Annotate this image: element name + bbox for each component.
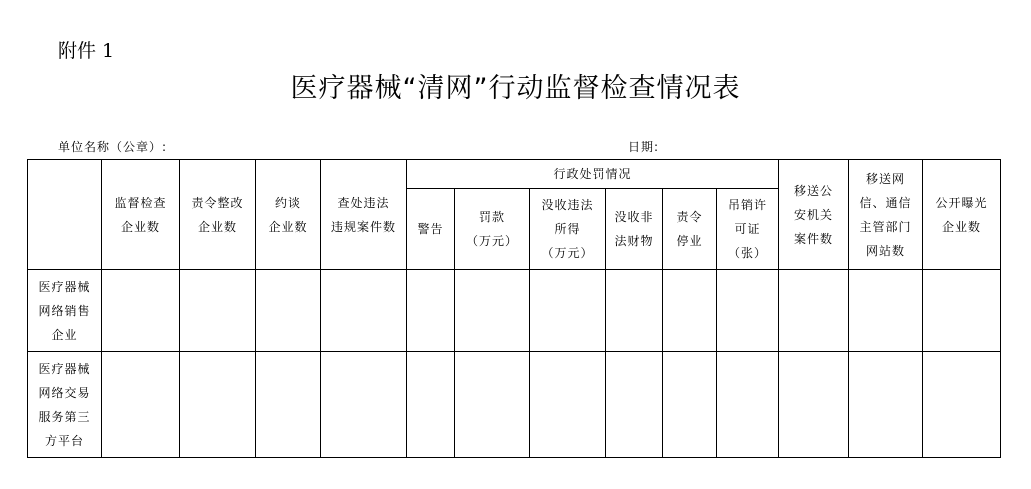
header-telecom: 移送网 信、通信 主管部门 网站数 — [849, 160, 923, 270]
corner-cell — [28, 160, 102, 270]
table-row — [28, 270, 1001, 352]
header-interview: 约谈 企业数 — [256, 160, 321, 270]
table-cell — [923, 270, 1001, 352]
table-cell — [180, 270, 256, 352]
table-cell — [717, 270, 779, 352]
table-cell — [321, 352, 407, 458]
subheader-suspend: 责令 停业 — [663, 189, 717, 270]
table-cell — [606, 270, 663, 352]
table-cell — [407, 270, 455, 352]
header-exposure: 公开曝光 企业数 — [923, 160, 1001, 270]
table-cell — [849, 270, 923, 352]
subheader-revoke: 吊销许 可证 （张） — [717, 189, 779, 270]
subheader-warning: 警告 — [407, 189, 455, 270]
table-cell — [717, 352, 779, 458]
table-cell — [663, 352, 717, 458]
row-label: 医疗器械 网络交易 服务第三 方平台 — [28, 352, 102, 458]
table-cell — [102, 352, 180, 458]
table-cell — [455, 270, 530, 352]
header-rectify: 责令整改 企业数 — [180, 160, 256, 270]
table-cell — [180, 352, 256, 458]
table-cell — [779, 270, 849, 352]
table-cell — [923, 352, 1001, 458]
row-label: 医疗器械 网络销售 企业 — [28, 270, 102, 352]
header-supervision: 监督检查 企业数 — [102, 160, 180, 270]
table-cell — [407, 352, 455, 458]
table-cell — [455, 352, 530, 458]
table-cell — [102, 270, 180, 352]
table-cell — [779, 352, 849, 458]
table-cell — [530, 270, 606, 352]
table-cell — [256, 270, 321, 352]
subheader-fine: 罚款 （万元） — [455, 189, 530, 270]
attachment-label: 附件 1 — [58, 40, 115, 62]
table-cell — [321, 270, 407, 352]
table-cell — [256, 352, 321, 458]
header-penalty-group: 行政处罚情况 — [407, 160, 779, 189]
table-cell — [849, 352, 923, 458]
unit-name-label: 单位名称（公章）: — [58, 140, 168, 154]
header-cases: 查处违法 违规案件数 — [321, 160, 407, 270]
inspection-table — [27, 159, 1001, 458]
date-label: 日期: — [628, 140, 660, 154]
header-police: 移送公 安机关 案件数 — [779, 160, 849, 270]
subheader-confiscate-property: 没收非 法财物 — [606, 189, 663, 270]
subheader-confiscate-income: 没收违法 所得 （万元） — [530, 189, 606, 270]
table-cell — [530, 352, 606, 458]
table-cell — [663, 270, 717, 352]
table-cell — [606, 352, 663, 458]
table-row — [28, 352, 1001, 458]
page-title: 医疗器械“清网”行动监督检查情况表 — [290, 73, 741, 104]
